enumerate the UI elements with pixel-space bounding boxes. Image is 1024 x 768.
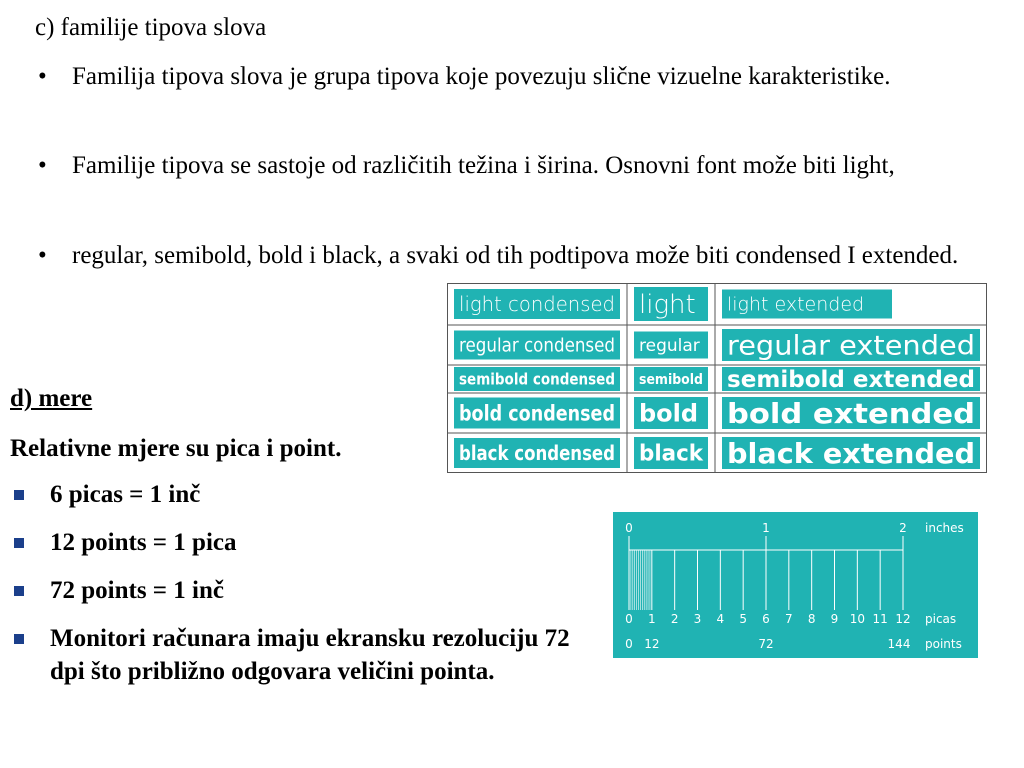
inch-tick-label: 0 [625,521,633,535]
measurement-ruler [613,512,978,658]
pica-tick-label: 8 [807,612,816,626]
font-sample-cell [722,290,892,319]
font-sample-text: bold extended [727,396,975,430]
font-sample-text: bold condensed [459,401,615,426]
font-sample-cell [634,437,708,469]
bullet-marker: • [38,63,47,90]
font-sample-text: regular extended [727,330,975,362]
font-sample-cell [722,437,980,470]
font-sample-text: black extended [727,436,975,470]
points-unit-label: points [925,637,962,651]
font-sample-text: bold [639,399,699,428]
bullet-item [38,150,998,182]
measure-item [10,478,610,511]
font-sample-cell [454,398,620,429]
font-sample-text: light condensed [459,292,615,316]
font-sample-cell [634,397,708,429]
square-bullet-icon [14,490,24,500]
pica-tick-label: 11 [872,612,888,626]
measures-list [10,478,610,703]
font-sample-text: semibold extended [727,367,975,394]
font-sample-cell [634,367,708,391]
font-family-table-graphic [447,283,987,473]
square-bullet-icon [14,634,24,644]
pica-tick-label: 4 [716,612,725,626]
font-sample-text: black condensed [459,441,615,465]
font-sample-cell [722,397,980,430]
bullet-marker: • [38,242,47,269]
measure-item [10,526,610,559]
measure-text: Monitori računara imaju ekransku rezoluciju 72 dpi što približno odgovara veličini pointa. [50,625,570,685]
measure-text: 12 points = 1 pica [50,529,237,556]
font-sample-cell [454,438,620,468]
bullet-marker: • [38,152,47,179]
point-tick-label: 12 [644,637,660,651]
pica-tick-label: 2 [670,612,679,626]
font-sample-cell [454,367,620,391]
point-tick-label: 144 [887,637,911,651]
square-bullet-icon [14,538,24,548]
bullet-item [38,61,998,93]
font-sample-cell [454,331,620,360]
font-sample-text: semibold [639,371,703,388]
bullet-text: Familije tipova se sastoje od različitih težina i širina. Osnovni font može biti light, [72,152,895,179]
font-sample-cell [454,289,620,319]
font-sample-text: regular [639,335,700,356]
pica-tick-label: 3 [693,612,702,626]
inch-tick-label: 1 [762,521,770,535]
measure-text: 6 picas = 1 inč [50,481,201,508]
section-c-heading: c) familije tipova slova [35,14,267,41]
section-d-intro: Relativne mjere su pica i point. [10,435,342,462]
measure-text: 72 points = 1 inč [50,577,224,604]
pica-tick-label: 1 [648,612,656,626]
point-tick-label: 72 [758,637,774,651]
ruler-graphic [613,512,978,658]
pica-tick-label: 10 [849,612,865,626]
font-sample-cell [634,287,708,321]
pica-tick-label: 9 [830,612,839,626]
font-sample-cell [634,332,708,359]
pica-tick-label: 6 [762,612,770,626]
font-sample-cell [722,329,980,361]
pica-tick-label: 5 [739,612,747,626]
bullet-item [38,240,998,272]
font-sample-text: black [639,441,705,467]
font-sample-text: light [639,290,696,321]
inches-unit-label: inches [925,521,964,535]
measure-item [10,574,610,607]
bullet-text: Familija tipova slova je grupa tipova koje povezuju slične vizuelne karakteristike. [72,63,891,90]
measure-item [10,622,610,688]
font-sample-text: semibold condensed [459,369,615,389]
pica-tick-label: 12 [895,612,911,626]
font-sample-text: light extended [727,293,865,316]
font-sample-cell [722,367,980,393]
bullet-text: regular, semibold, bold i black, a svaki od tih podtipova može biti condensed I extended. [72,242,959,269]
picas-unit-label: picas [925,612,957,626]
pica-tick-label: 7 [785,612,793,626]
point-tick-label: 0 [625,637,633,651]
square-bullet-icon [14,586,24,596]
pica-tick-label: 0 [625,612,633,626]
font-family-table [447,283,987,473]
font-sample-text: regular condensed [459,334,615,357]
section-d-heading: d) mere [10,385,93,412]
inch-tick-label: 2 [899,521,907,535]
